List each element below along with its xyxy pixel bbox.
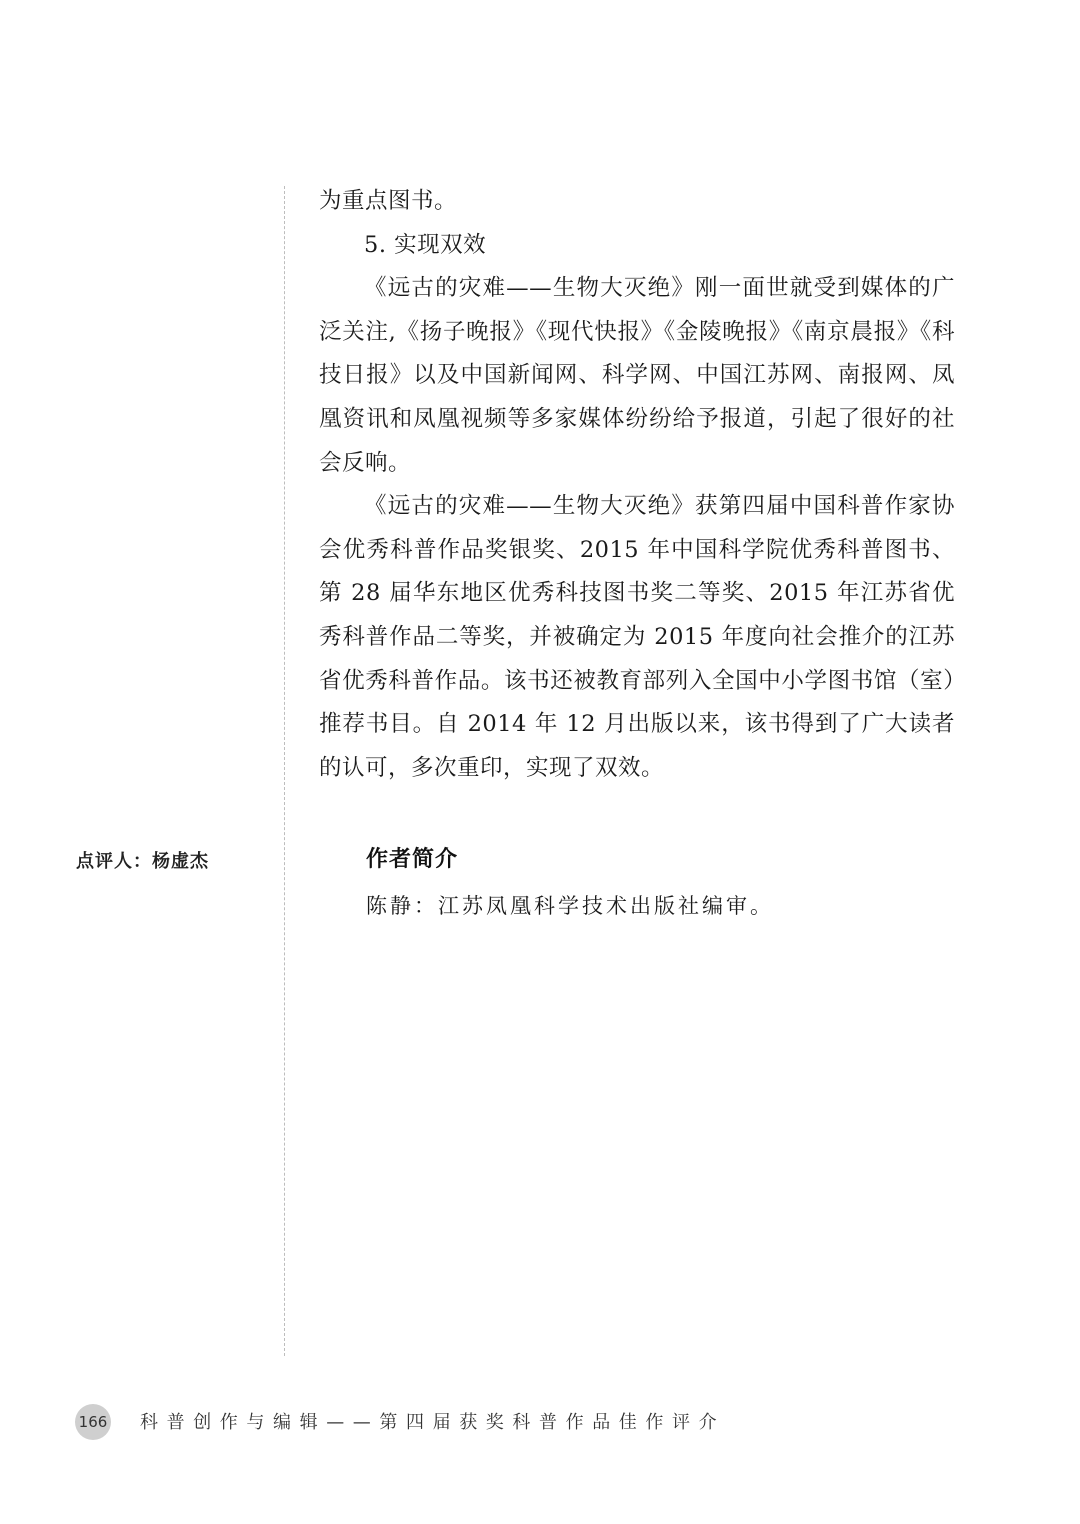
paragraph-awards: 《远古的灾难——生物大灭绝》获第四届中国科普作家协会优秀科普作品奖银奖、2015 年中国科学院优秀科普图书、第 28 届华东地区优秀科技图书奖二等奖、2015 年江苏省优秀科普作品二等奖，并被确定为 2015 年度向社会推介的江苏省优秀科普作品。该书还被教育部列入全国中小学图书馆（室）推荐书目。自 2014 年 12 月出版以来，该书得到了广大读者的认可，多次重印，实现了双效。 [319,493,955,781]
paragraph-continuation: 为重点图书。 [319,188,458,214]
margin-divider [284,186,285,1356]
running-footer-title: 科普创作与编辑——第四届获奖科普作品佳作评介 [140,1412,726,1433]
page-number: 166 [78,1413,108,1431]
author-intro-text: 陈静：江苏凤凰科学技术出版社编审。 [366,894,774,918]
author-intro-heading: 作者简介 [366,847,459,872]
page-number-badge [75,1404,111,1440]
main-text-column [319,180,955,790]
section-heading: 5. 实现双效 [364,231,487,258]
paragraph-media: 《远古的灾难——生物大灭绝》刚一面世就受到媒体的广泛关注,《扬子晚报》《现代快报》《金陵晚报》《南京晨报》《科技日报》以及中国新闻网、科学网、中国江苏网、南报网、凤凰资讯和凤凰视频等多家媒体纷纷给予报道，引起了很好的社会反响。 [319,275,955,476]
reviewer-label: 点评人：杨虚杰 [76,851,209,872]
